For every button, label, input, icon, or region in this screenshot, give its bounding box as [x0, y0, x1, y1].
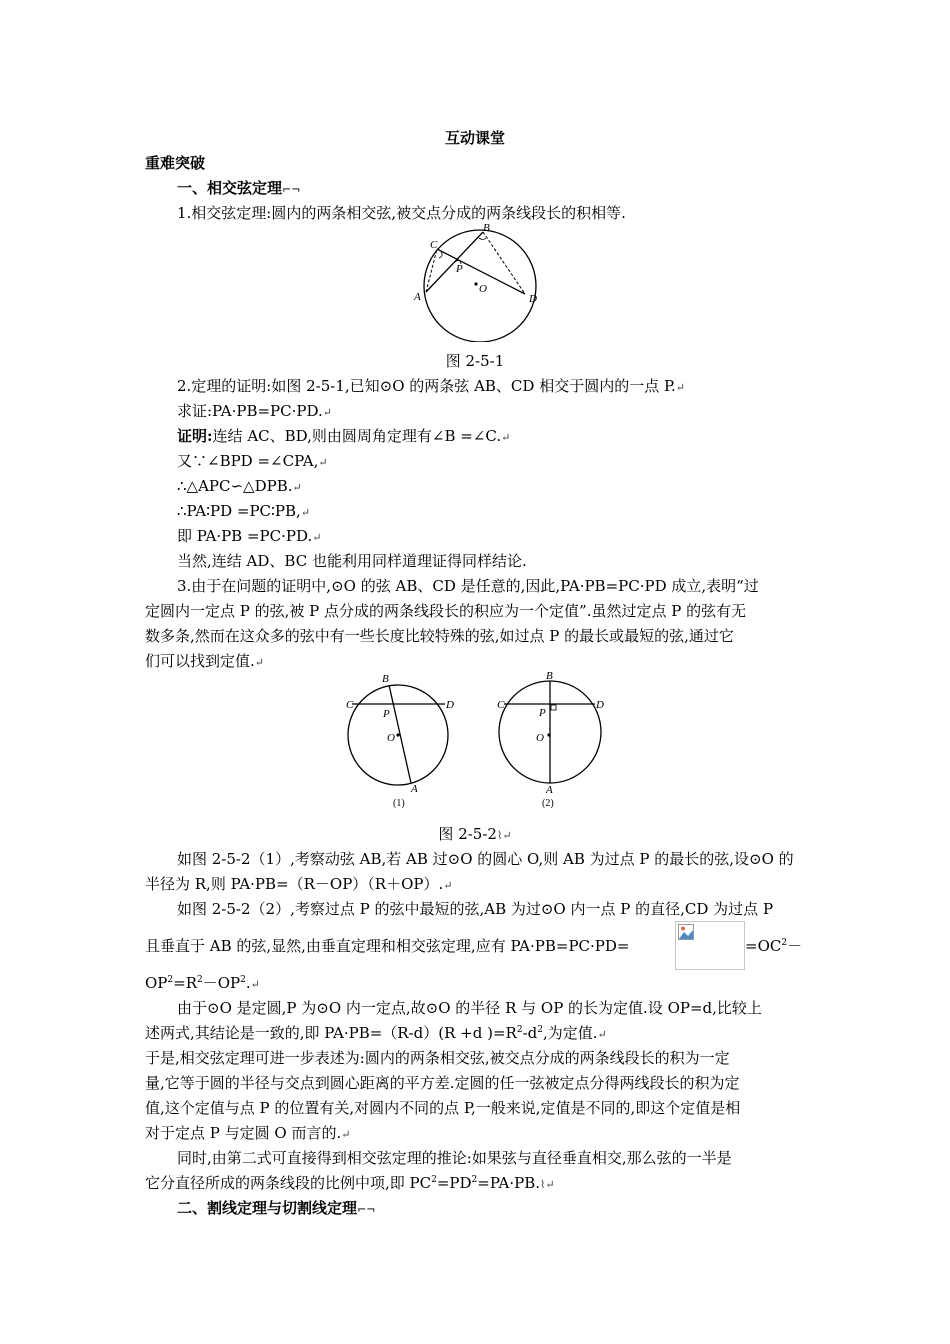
figure-2-5-2: [340, 668, 610, 818]
center-dot-right: [547, 733, 550, 736]
paragraph-5-line-3: $OP^2=R^2-OP^2.↵$: [145, 974, 260, 992]
figure-1-caption: 图 2-5-1: [445, 352, 505, 370]
label-a: A: [414, 291, 421, 303]
paragraph-mark-icon: ↵: [443, 879, 453, 892]
heading-mark-icon: ⌐¬: [282, 183, 301, 196]
label-c-left: C: [346, 699, 354, 711]
annotation-mark-icon: ⌇↵: [540, 1178, 555, 1191]
paragraph-mark-icon: ↵: [312, 531, 322, 544]
center-dot-left: [396, 733, 399, 736]
annotation-mark-icon: ⌇↵: [496, 829, 512, 842]
label-a-left: A: [411, 783, 418, 795]
label-b: B: [483, 222, 490, 234]
label-d-right: D: [596, 699, 604, 711]
paragraph-3-line-2: 定圆内一定点 P 的弦,被 P 点分成的两条线段长的积应为一个定值”.虽然过定点 P 的弦有无: [145, 602, 747, 620]
paragraph-6-line-2: 述两式,其结论是一致的,即 PA·PB=（R-d）(R +d )$=R^2-d^2$,为定值.↵: [145, 1024, 607, 1042]
paragraph-7-line-4: 对于定点 P 与定圆 O 而言的.↵: [145, 1124, 351, 1142]
paragraph-7-line-2: 量,它等于圆的半径与交点到圆心距离的平方差.定圆的任一弦被定点分得两线段长的积为定: [145, 1074, 740, 1092]
label-p: P: [456, 263, 463, 275]
formula-image-placeholder: [675, 921, 745, 970]
paragraph-mark-icon: ↵: [300, 506, 311, 519]
paragraph-5-line-1: 如图 2-5-2（2）,考察过点 P 的弦中最短的弦,AB 为过⊙O 内一点 P 的直径,CD 为过点 P: [177, 900, 774, 918]
figure-2-5-1: [410, 222, 550, 342]
angle-b-mark: [479, 238, 486, 240]
paragraph-8-line-1: 同时,由第二式可直接得到相交弦定理的推论:如果弦与直径垂直相交,那么弦的一半是: [177, 1149, 732, 1167]
label-o: O: [479, 283, 487, 295]
paragraph-mark-icon: ↵: [250, 978, 260, 991]
part1-heading: 一、相交弦定理⌐¬: [177, 179, 301, 197]
proof-setup: 2.定理的证明:如图 2-5-1,已知⊙O 的两条弦 AB、CD 相交于圆内的一点 P.↵: [177, 377, 686, 395]
label-d-left: D: [446, 699, 454, 711]
right-angle-mark: [551, 705, 556, 710]
proof-line-3: ∴△APC∽△DPB.↵: [177, 477, 302, 495]
paragraph-6-line-1: 由于⊙O 是定圆,P 为⊙O 内一定点,故⊙O 的半径 R 与 OP 的长为定值.设 OP=d,比较上: [177, 999, 762, 1017]
label-sub-1: (1): [393, 798, 405, 809]
paragraph-3-line-3: 数多条,然而在这众多的弦中有一些长度比较特殊的弦,如过点 P 的最长或最短的弦,通过它: [145, 627, 734, 645]
broken-image-icon: [678, 924, 694, 940]
paragraph-mark-icon: ↵: [292, 481, 302, 494]
paragraph-3-line-1: 3.由于在问题的证明中,⊙O 的弦 AB、CD 是任意的,因此,PA·PB=PC·PD 成立,表明“过: [177, 577, 759, 595]
label-p-right: P: [539, 707, 546, 719]
paragraph-7-line-3: 值,这个定值与点 P 的位置有关,对圆内不同的点 P,一般来说,定值是不同的,即这个定值是相: [145, 1099, 741, 1117]
paragraph-3-line-4: 们可以找到定值.↵: [145, 652, 264, 670]
paragraph-7-line-1: 于是,相交弦定理可进一步表述为:圆内的两条相交弦,被交点分成的两条线段长的积为一定: [145, 1049, 730, 1067]
label-o-left: O: [387, 732, 395, 744]
paragraph-8-line-2: 它分直径所成的两条线段的比例中项,即 $PC^2=PD^2=PA\cdot PB.⌇↵$: [145, 1174, 555, 1192]
label-c-right: C: [497, 699, 505, 711]
paragraph-4-line-1: 如图 2-5-2（1）,考察动弦 AB,若 AB 过⊙O 的圆心 O,则 AB 为过点 P 的最长的弦,设⊙O 的: [177, 850, 794, 868]
label-o-right: O: [536, 732, 544, 744]
proof-line-4: ∴PA∶PD =PC∶PB,↵: [177, 502, 311, 520]
paragraph-mark-icon: ↵: [341, 1128, 351, 1141]
part2-heading: 二、割线定理与切割线定理⌐¬: [177, 1199, 376, 1217]
paragraph-5-line-2: 且垂直于 AB 的弦,显然,由垂直定理和相交弦定理,应有 PA·PB=PC·PD=: [145, 937, 630, 955]
label-d: D: [529, 293, 537, 305]
label-p-left: P: [383, 708, 390, 720]
proof-remark: 当然,连结 AD、BC 也能利用同样道理证得同样结论.: [177, 552, 527, 570]
label-b-right: B: [546, 670, 553, 682]
label-b-left: B: [382, 673, 389, 685]
section-heading: 重难突破: [145, 154, 206, 172]
paragraph-mark-icon: ↵: [318, 456, 328, 469]
label-c: C: [430, 239, 438, 251]
paragraph-5-line-2-tail: $=OC^2-$: [745, 937, 803, 955]
theorem-statement: 1.相交弦定理:圆内的两条相交弦,被交点分成的两条线段长的积相等.: [177, 204, 626, 222]
label-sub-2: (2): [542, 798, 554, 809]
proof-line-5: 即 PA·PB =PC·PD.↵: [177, 527, 322, 545]
paragraph-mark-icon: ↵: [675, 381, 686, 394]
segment-bd: [483, 232, 525, 294]
proof-goal: 求证:PA·PB=PC·PD.↵: [177, 402, 332, 420]
paragraph-mark-icon: ↵: [254, 656, 264, 669]
paragraph-mark-icon: ↵: [322, 406, 332, 419]
angle-c-mark: [439, 252, 442, 258]
proof-line-1: 证明:连结 AC、BD,则由圆周角定理有∠B =∠C.↵: [177, 427, 511, 445]
paragraph-mark-icon: ↵: [597, 1028, 607, 1041]
page-title: 互动课堂: [444, 129, 505, 147]
heading-mark-icon: ⌐¬: [357, 1203, 376, 1216]
paragraph-mark-icon: ↵: [501, 431, 511, 444]
proof-line-2: 又∵∠BPD =∠CPA,↵: [177, 452, 328, 470]
label-a-right: A: [546, 784, 553, 796]
figure-2-caption: 图 2-5-2⌇↵: [438, 825, 512, 843]
center-dot: [474, 282, 477, 285]
paragraph-4-line-2: 半径为 R,则 PA·PB=（R－OP）（R＋OP）.↵: [145, 875, 453, 893]
